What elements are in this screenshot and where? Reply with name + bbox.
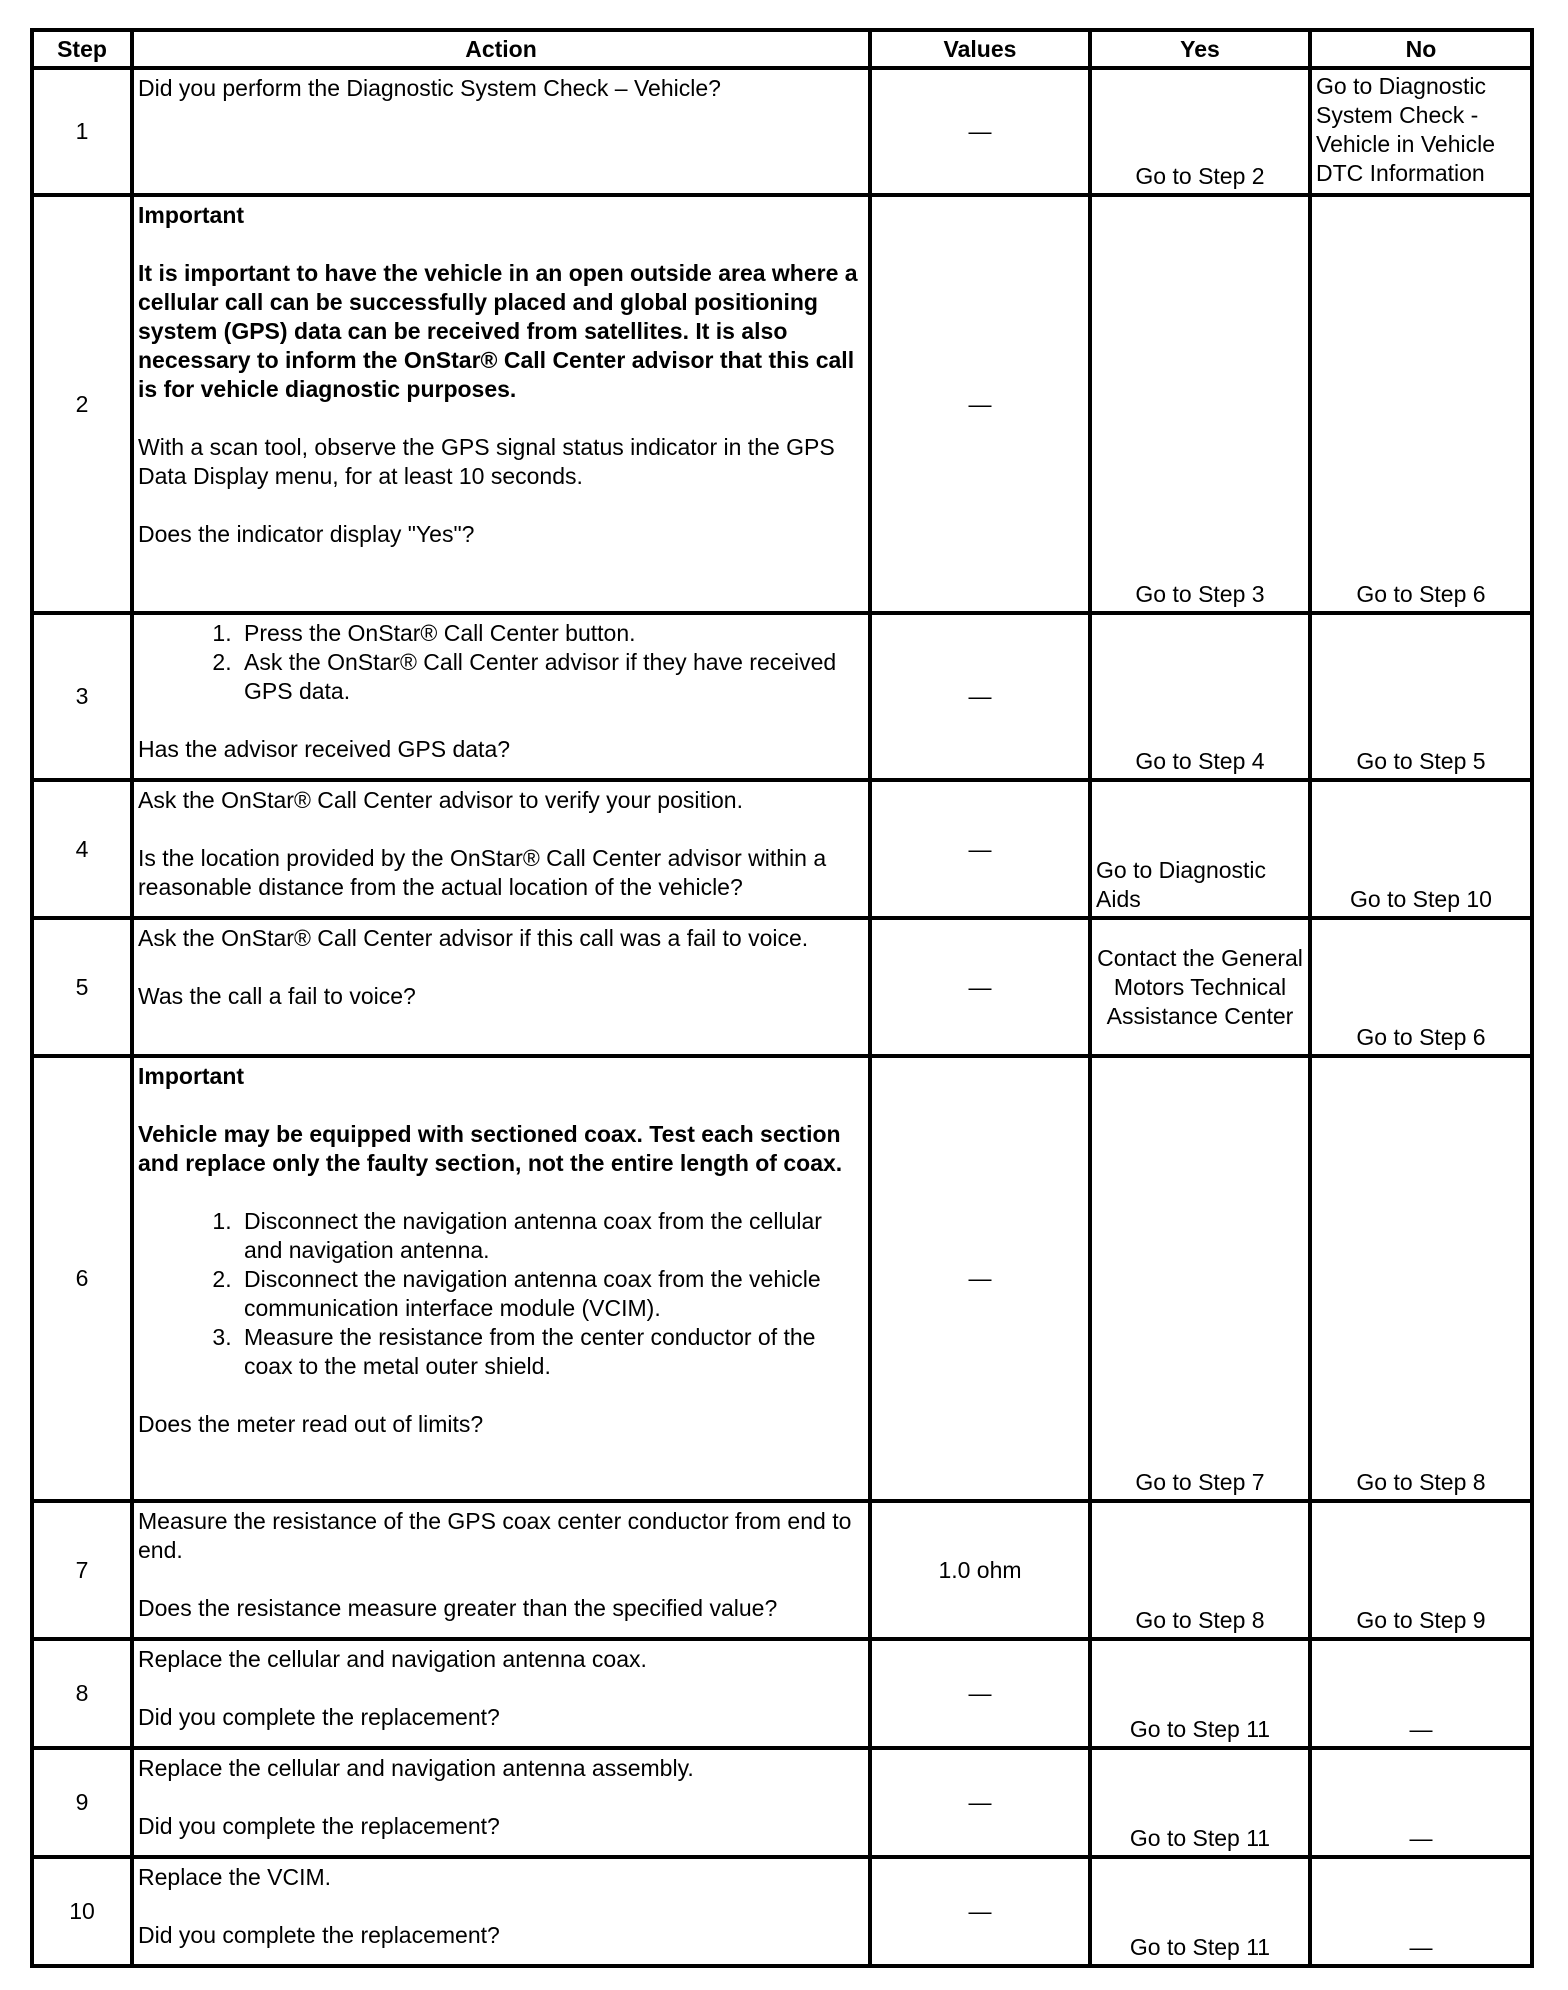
values-cell: — [870, 1748, 1090, 1857]
table-row [32, 1501, 1532, 1639]
header-yes: Yes [1090, 30, 1310, 68]
action-question: Is the location provided by the OnStar® Call Center advisor within a reasonable distance from the actual location of the vehicle? [138, 845, 827, 900]
no-cell: Go to Diagnostic System Check - Vehicle in Vehicle DTC Information [1310, 68, 1532, 195]
yes-cell: Go to Step 2 [1090, 68, 1310, 195]
important-note: Vehicle may be equipped with sectioned coax. Test each section and replace only the faulty section, not the entire length of coax. [138, 1121, 843, 1176]
step-number: 9 [32, 1748, 132, 1857]
table-row [32, 195, 1532, 613]
action-question: Does the indicator display "Yes"? [138, 521, 475, 547]
action-cell [132, 1639, 870, 1748]
no-cell: — [1310, 1748, 1532, 1857]
yes-cell: Go to Step 8 [1090, 1501, 1310, 1639]
values-cell: — [870, 1639, 1090, 1748]
table-row [32, 1056, 1532, 1501]
action-cell [132, 613, 870, 780]
values-cell: 1.0 ohm [870, 1501, 1090, 1639]
step-number: 3 [32, 613, 132, 780]
table-row [32, 1857, 1532, 1966]
no-cell: Go to Step 10 [1310, 780, 1532, 918]
list-item: 1. Press the OnStar® Call Center button. [238, 619, 864, 648]
step-number: 7 [32, 1501, 132, 1639]
no-cell: Go to Step 5 [1310, 613, 1532, 780]
yes-cell: Go to Step 11 [1090, 1748, 1310, 1857]
action-question: Did you perform the Diagnostic System Check – Vehicle? [138, 75, 721, 101]
list-item: 3. Measure the resistance from the center conductor of the coax to the metal outer shield. [238, 1323, 864, 1381]
values-cell: — [870, 613, 1090, 780]
list-item: 2. Disconnect the navigation antenna coax from the vehicle communication interface module (VCIM). [238, 1265, 864, 1323]
yes-cell: Go to Step 7 [1090, 1056, 1310, 1501]
step-number: 2 [32, 195, 132, 613]
action-question: Was the call a fail to voice? [138, 983, 416, 1009]
table-row [32, 613, 1532, 780]
action-question: Did you complete the replacement? [138, 1704, 500, 1730]
values-cell: — [870, 1857, 1090, 1966]
header-action: Action [132, 30, 870, 68]
values-cell: — [870, 68, 1090, 195]
important-note: It is important to have the vehicle in an open outside area where a cellular call can be successfully placed and global positioning system (GPS) data can be received from satellites. It is also necessary to inform the OnStar® Call Center advisor that this call is for vehicle diagnostic purposes. [138, 260, 858, 402]
important-label: Important [138, 202, 245, 228]
no-cell: Go to Step 9 [1310, 1501, 1532, 1639]
action-cell [132, 68, 870, 195]
yes-cell: Go to Step 4 [1090, 613, 1310, 780]
action-instruction: Ask the OnStar® Call Center advisor to verify your position. [138, 787, 743, 813]
values-cell: — [870, 1056, 1090, 1501]
action-question: Did you complete the replacement? [138, 1922, 500, 1948]
action-cell [132, 1056, 870, 1501]
step-number: 4 [32, 780, 132, 918]
step-number: 8 [32, 1639, 132, 1748]
action-instruction: Measure the resistance of the GPS coax center conductor from end to end. [138, 1508, 852, 1563]
table-row [32, 780, 1532, 918]
action-question: Has the advisor received GPS data? [138, 736, 511, 762]
action-steps-list [138, 619, 864, 706]
action-instruction: With a scan tool, observe the GPS signal status indicator in the GPS Data Display menu, for at least 10 seconds. [138, 434, 835, 489]
action-cell [132, 1857, 870, 1966]
no-cell: — [1310, 1639, 1532, 1748]
important-label: Important [138, 1063, 245, 1089]
list-item: 1. Disconnect the navigation antenna coax from the cellular and navigation antenna. [238, 1207, 864, 1265]
action-cell [132, 918, 870, 1056]
yes-cell: Contact the General Motors Technical Assistance Center [1090, 918, 1310, 1056]
values-cell: — [870, 780, 1090, 918]
action-instruction: Replace the cellular and navigation antenna coax. [138, 1646, 647, 1672]
values-cell: — [870, 195, 1090, 613]
step-number: 5 [32, 918, 132, 1056]
diagnostic-table [30, 28, 1534, 1968]
list-item: 2. Ask the OnStar® Call Center advisor if they have received GPS data. [238, 648, 864, 706]
action-instruction: Replace the VCIM. [138, 1864, 332, 1890]
action-question: Does the resistance measure greater than the specified value? [138, 1595, 778, 1621]
table-row [32, 1639, 1532, 1748]
step-number: 10 [32, 1857, 132, 1966]
table-row [32, 918, 1532, 1056]
action-instruction: Ask the OnStar® Call Center advisor if this call was a fail to voice. [138, 925, 809, 951]
yes-cell: Go to Step 11 [1090, 1857, 1310, 1966]
action-cell [132, 780, 870, 918]
header-row [32, 30, 1532, 68]
table-row [32, 1748, 1532, 1857]
no-cell: Go to Step 6 [1310, 195, 1532, 613]
yes-cell: Go to Step 11 [1090, 1639, 1310, 1748]
no-cell: Go to Step 8 [1310, 1056, 1532, 1501]
action-question: Does the meter read out of limits? [138, 1411, 484, 1437]
header-no: No [1310, 30, 1532, 68]
step-number: 6 [32, 1056, 132, 1501]
action-cell [132, 1748, 870, 1857]
table-row [32, 68, 1532, 195]
step-number: 1 [32, 68, 132, 195]
action-instruction: Replace the cellular and navigation antenna assembly. [138, 1755, 694, 1781]
yes-cell: Go to Step 3 [1090, 195, 1310, 613]
no-cell: Go to Step 6 [1310, 918, 1532, 1056]
action-cell [132, 1501, 870, 1639]
action-cell [132, 195, 870, 613]
header-values: Values [870, 30, 1090, 68]
values-cell: — [870, 918, 1090, 1056]
no-cell: — [1310, 1857, 1532, 1966]
yes-cell: Go to Diagnostic Aids [1090, 780, 1310, 918]
action-question: Did you complete the replacement? [138, 1813, 500, 1839]
action-steps-list [138, 1207, 864, 1381]
header-step: Step [32, 30, 132, 68]
